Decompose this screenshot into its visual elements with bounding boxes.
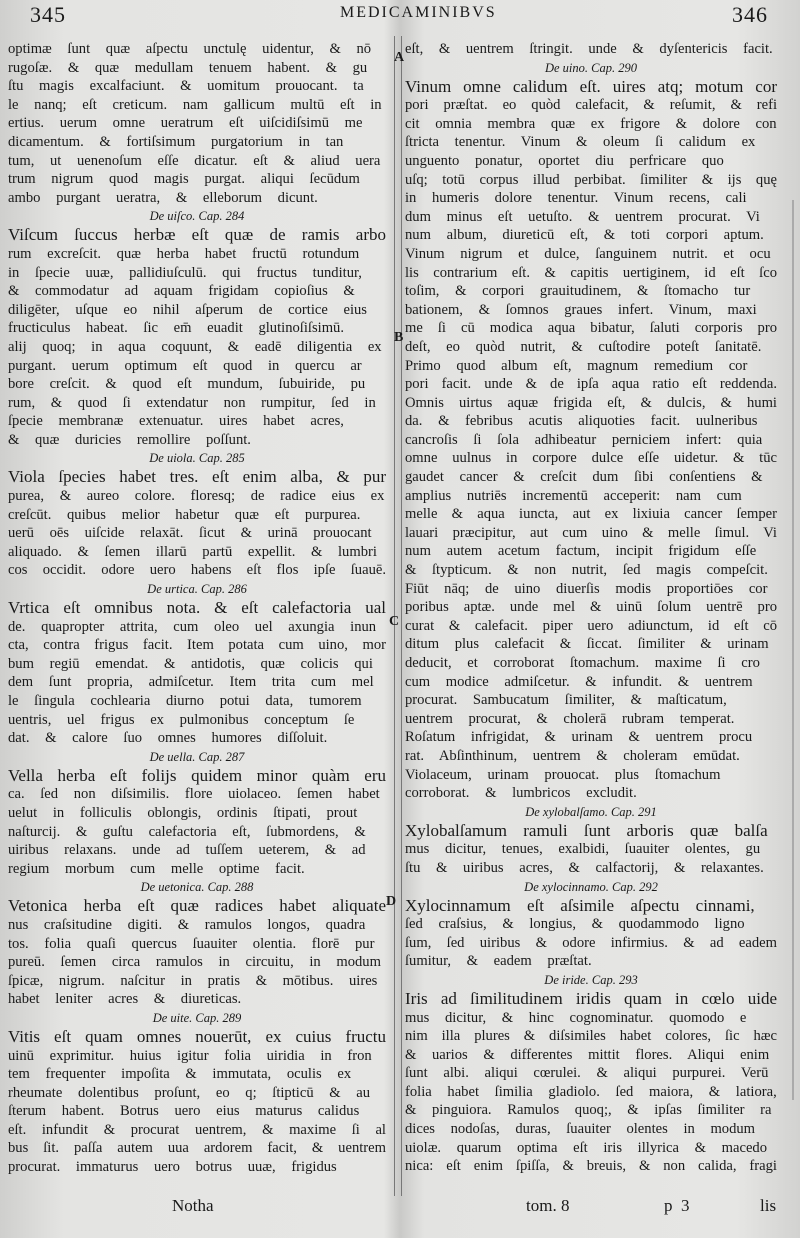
- text-line: & uarios & differentes mittit flores. Aliqui enim: [405, 1046, 770, 1063]
- margin-letter-c: C: [389, 614, 400, 629]
- text-line: ſunt albi. aliqui cœrulei. & aliqui purpurei. Verū: [405, 1065, 769, 1082]
- text-line: dem ſunt propria, admiſcetur. Item trita cum mel: [8, 674, 374, 691]
- text-line: cum modice admiſcetur. & infundit. & uentrem: [405, 673, 753, 690]
- paragraph-first-line: Xylocinnamum eſt aſsimile aſpectu cinnami,: [405, 896, 755, 915]
- text-line: rum, & quod ſi extendatur non rumpitur, ſed in: [8, 394, 376, 411]
- text-line: habet leniter acres & diureticas.: [8, 991, 242, 1008]
- text-line: & ſtypticum. & non nutrit, ſed magis compeſcit.: [405, 562, 768, 579]
- text-line: & commodatur ad aquam frigidam copioſius &: [8, 283, 355, 300]
- text-line: alij quoq; in aqua coquunt, & eadē diligentia ex: [8, 338, 382, 355]
- text-line: deducit, et corroborat ſtomachum. maxime ſi cro: [405, 655, 760, 671]
- text-line: rugoſæ. & quæ medullam tenuem habent. & gu: [8, 59, 368, 76]
- paragraph-first-line: Vetonica herba eſt quæ radices habet aliquate: [8, 897, 386, 916]
- text-line: nica: eſt enim ſpiſſa, & breuis, & non calida, fragi: [405, 1158, 777, 1175]
- text-line: & pinguiora. Ramulos quoq;, & ipſas ſimiliter ra: [405, 1102, 772, 1119]
- paragraph-first-line: Vinum omne calidum eſt. uires atq; motum cor: [405, 77, 777, 96]
- paragraph-first-line: Vella herba eſt folijs quidem minor quàm eru: [8, 766, 386, 785]
- text-line: bum regiū emendat. & antidotis, quæ colicis qui: [8, 655, 373, 672]
- chapter-heading: De uite. Cap. 289: [152, 1010, 242, 1025]
- text-line: ertius. uerum omne ueratrum eſt uiſcidiſsimū me: [8, 115, 363, 132]
- signature-mark: p 3: [664, 1196, 690, 1215]
- text-line: toſim, & corpori grauitudinem, & ſtomacho tur: [405, 283, 751, 300]
- chapter-heading: De uino. Cap. 290: [544, 60, 637, 75]
- left-page-number: 345: [30, 2, 66, 27]
- text-line: in humeris dolore tenentur. Vinum recens, cali: [405, 190, 747, 207]
- margin-letter-b: B: [394, 330, 404, 345]
- paragraph-first-line: Viſcum ſuccus herbæ eſt quæ de ramis arbo: [8, 226, 386, 245]
- catchword-left: Notha: [172, 1196, 214, 1215]
- text-line: purgant. uerum optimum eſt quod in quercu ar: [8, 357, 362, 374]
- text-line: ſpicæ, nigrum. naſcitur in pratis & mōtibus. uires: [8, 972, 378, 989]
- text-line: fructiculus habeat. ſic em̄ euadit glutinoſiſsimū.: [8, 320, 344, 337]
- text-line: ſterum habent. Botrus uero eius maturus calidus: [8, 1103, 360, 1120]
- text-line: eſt. infundit & procurat uentrem, & maxime ſi al: [8, 1121, 386, 1138]
- text-line: le nanq; eſt creticum. nam gallicum multū eſt in: [8, 96, 382, 113]
- chapter-heading: De xylobalſamo. Cap. 291: [525, 804, 657, 819]
- text-line: lis contrarium eſt. & capitis uertiginem, id eſt ſco: [405, 264, 777, 281]
- text-line: de. quapropter attrita, cum oleo uel axungia inun: [8, 618, 377, 635]
- text-line: procurat. Sambucatum ſimiliter, & maſticatum,: [405, 692, 727, 709]
- gutter-rule-right: [401, 36, 402, 1196]
- text-line: uinū exprimitur. huius igitur folia uiridia in fron: [8, 1047, 372, 1064]
- margin-letter-d: D: [386, 894, 397, 909]
- chapter-heading: De uiſco. Cap. 284: [149, 209, 245, 224]
- text-line: ambo purgant ueratra, & elleborum dicunt.: [8, 189, 318, 206]
- text-line: ſum, ſed uiribus & odore infirmius. & ad eadem: [405, 934, 777, 951]
- edge-shadow: [792, 200, 794, 1100]
- text-line: dicamentum. & fortiſsimum purgatorium in tan: [8, 133, 344, 150]
- text-line: optimæ ſunt quæ aſpectu unctulę uidentur, & nō: [8, 41, 372, 57]
- text-line: mus dicitur, tenues, exalbidi, ſuauiter olentes, gu: [405, 841, 761, 858]
- text-line: Primo quod album eſt, magnum remedium cor: [405, 357, 748, 374]
- text-line: tum, ut uenenoſum eſſe dicatur. eſt & aliud uera: [8, 152, 381, 169]
- text-line: omne uulnus in corpore dulce eſſe uidetur. & tūc: [405, 450, 777, 467]
- paragraph-first-line: Viola ſpecies habet tres. eſt enim alba, & pur: [8, 468, 386, 487]
- text-line: num autem acetum factum, incipit frigidum eſſe: [405, 543, 757, 560]
- text-line: uentris, uel frigus ex pulmonibus conceptum ſe: [8, 711, 355, 728]
- text-line: ſtricta tenentur. Vinum & oleum ſi calidum ex: [405, 134, 756, 151]
- text-line: Violaceum, urinam prouocat. plus ſtomachum: [405, 766, 721, 783]
- text-line: tem frequenter impoſita & immutata, oculis ex: [8, 1066, 352, 1083]
- text-line: nus craſsitudine digiti. & ramulos longos, quadra: [8, 916, 366, 933]
- text-line: aliquado. & ſemen illarū partū expellit. & lumbri: [8, 543, 377, 560]
- text-line: uiolæ. quarum optima eſt iris illyrica & macedo: [405, 1139, 768, 1156]
- text-line: cancroſis ſi ſola adhibeatur perniciem infert: quia: [405, 431, 763, 448]
- chapter-heading: De iride. Cap. 293: [544, 972, 638, 987]
- text-line: ſtu & uiribus acres, & calfactorij, & relaxantes.: [405, 859, 764, 876]
- text-line: curat & calefacit. piper uero adiunctum, id eſt cō: [405, 617, 777, 634]
- text-line: le ſingula cochlearia diurno potui data, tumorem: [8, 693, 362, 709]
- text-line: ſed craſsius, & longius, & quodammodo ligno: [405, 916, 745, 933]
- text-line: Vinum nigrum et dulce, ſanguinem nutrit. et ocu: [405, 245, 771, 262]
- page-footer: [0, 1196, 800, 1226]
- running-head: MEDICAMINIBVS: [340, 4, 497, 21]
- text-line: uentrem procurat, & cholerā rubram temperat.: [405, 710, 735, 727]
- text-line: cos occidit. odore uero habens eſt flos ipſe ſuauē.: [8, 562, 386, 579]
- text-line: cta, contra frigus facit. Item potata cum uino, mor: [8, 637, 386, 654]
- text-line: nim illa plures & diſsimiles habet colores, ſic hæc: [405, 1028, 777, 1045]
- text-line: cit omnia membra quæ ex frigore & dolore con: [405, 115, 777, 132]
- text-line: pori præſtat. eo quòd calefacit, & reſumit, & refi: [405, 97, 777, 114]
- chapter-heading: De uiola. Cap. 285: [149, 451, 245, 466]
- text-line: uelut in folliculis oblongis, ordinis ſtipati, prout: [8, 804, 358, 821]
- text-line: regium morbum cum melle optime facit.: [8, 860, 305, 877]
- text-line: dum minus eſt uetuſto. & uentrem procurat. Vi: [405, 208, 760, 225]
- text-line: unguento ponatur, oportet diu perfricare quo: [405, 152, 724, 169]
- text-line: bore creſcit. & quod eſt mundum, ſubuiride, pu: [8, 376, 366, 393]
- text-line: deſt, eo quòd nutrit, & cuſtodire poteſt ſanitatē.: [405, 338, 762, 355]
- text-line: eſt, & uentrem ſtringit. unde & dyſentericis facit.: [405, 41, 773, 57]
- text-line: pori facit. unde & de ipſa aqua ratio eſt reddenda.: [405, 376, 777, 393]
- text-line: amplius nutriēs incrementū acceperit: nam cum: [405, 487, 742, 504]
- right-column: [405, 40, 777, 1176]
- text-line: Fiūt nāq; de uino diuerſis modis proportiōes cor: [405, 580, 768, 597]
- text-line: ſtu magis excalfaciunt. & uomitum prouocant. ta: [8, 78, 364, 95]
- catchword-right: lis: [760, 1196, 777, 1215]
- text-line: dices nodoſas, duras, ſuauiter olentes in modum: [405, 1121, 756, 1138]
- text-line: corroborat. & lumbricos excludit.: [405, 785, 637, 802]
- text-line: Roſatum infrigidat, & urinam & uentrem procu: [405, 729, 753, 746]
- text-line: diligēter, uſque eo nihil aſperum de cortice eius: [8, 301, 367, 318]
- text-line: uiribus relaxans. unde ad tuſſem ueterem, & ad: [8, 842, 366, 859]
- text-line: bus ſit. paſſa autem uua ardorem facit, & uentrem: [8, 1140, 386, 1157]
- paragraph-first-line: Vrtica eſt omnibus nota. & eſt calefactoria ual: [8, 599, 386, 618]
- margin-letter-a: A: [394, 50, 405, 65]
- paragraph-first-line: Vitis eſt quam omnes nouerūt, ex cuius fructu: [8, 1027, 386, 1046]
- paragraph-first-line: Iris ad ſimilitudinem iridis quam in cœlo uide: [405, 989, 777, 1008]
- text-line: num album, diureticū eſt, & toti corpori aptum.: [405, 227, 764, 244]
- text-line: da. & febribus acutis aliquoties facit. uulneribus: [405, 413, 758, 430]
- text-line: ca. ſed non diſsimilis. flore uiolaceo. ſemen habet: [8, 786, 380, 803]
- right-page-number: 346: [732, 2, 768, 27]
- text-line: me ſi cū modica aqua bibatur, ſaluti corporis pro: [405, 320, 777, 337]
- text-line: pureū. ſemen circa ramulos in circuitu, in modum: [8, 954, 381, 971]
- text-line: uſq; totū corpus illud perbibat. ſimiliter & ijs quę: [405, 171, 777, 188]
- text-line: lauari præcipitur, aut cum uino & melle ſimul. Vi: [405, 524, 777, 541]
- text-line: creſcūt. quibus melior habetur quæ eſt purpurea.: [8, 506, 361, 523]
- page-header: [0, 0, 800, 30]
- text-line: procurat. immaturus uero botrus uuæ, frigidus: [8, 1159, 337, 1176]
- text-line: gaudet cancer & creſcit dum ſibi conſentiens &: [405, 469, 763, 486]
- text-line: trum nigrum quod magis purgat. aliqui ſecūdum: [8, 171, 360, 188]
- text-line: naſturcij. & guſtu calefactoria eſt, ſubmordens, &: [8, 823, 366, 840]
- text-line: Omnis uirtus aquæ frigida eſt, & dulcis, & humi: [405, 394, 777, 411]
- text-line: uerū oēs uiſcide relaxāt. ſicut & urinā prouocant: [8, 525, 372, 542]
- chapter-heading: De urtica. Cap. 286: [147, 582, 247, 597]
- text-line: mus dicitur, & hinc cognominatur. quomodo e: [405, 1009, 747, 1026]
- text-line: ditum plus calefacit & ſiccat. ſimiliter & urinam: [405, 636, 769, 653]
- text-line: purea, & aureo colore. floresq; de radice eius ex: [8, 488, 385, 505]
- signature-tom: tom. 8: [526, 1196, 570, 1215]
- text-line: melle & aqua iuncta, aut ex lixiuia cancer ſemper: [405, 506, 777, 523]
- text-line: poribus aptæ. unde mel & uinū ſolum uentrē pro: [405, 599, 777, 616]
- chapter-heading: De uella. Cap. 287: [149, 749, 245, 764]
- chapter-heading: De uetonica. Cap. 288: [140, 880, 254, 895]
- text-line: dat. & calore ſuo omnes humores diſſoluit.: [8, 730, 328, 747]
- text-line: ſumitur, & eadem præſtat.: [405, 953, 592, 970]
- text-line: ſpecie membranæ extenuatur. uires habet acres,: [8, 413, 344, 430]
- chapter-heading: De xylocinnamo. Cap. 292: [524, 879, 658, 894]
- text-line: rat. Abſinthinum, uentrem & choleram emūdat.: [405, 747, 740, 764]
- text-line: bationem, & ſomnos graues infert. Vinum, maxi: [405, 301, 757, 318]
- text-line: in ſpecie uuæ, pallidiuſculū. qui fructus tunditur,: [8, 264, 362, 281]
- paragraph-first-line: Xylobalſamum ramuli ſunt arboris quæ balſa: [405, 821, 768, 840]
- text-line: & quæ duricies remollire poſſunt.: [8, 431, 251, 448]
- text-line: folia habet ſimilia gladiolo. ſed maiora, & latiora,: [405, 1083, 777, 1100]
- text-line: tos. folia quaſi quercus ſuauiter olentia. florē pur: [8, 935, 375, 952]
- text-line: rheumate dolentibus proſunt, eo q; ſtipticū & au: [8, 1084, 371, 1101]
- text-line: rum excreſcit. quæ herba habet fructū rotundum: [8, 245, 360, 262]
- left-column: [8, 40, 386, 1177]
